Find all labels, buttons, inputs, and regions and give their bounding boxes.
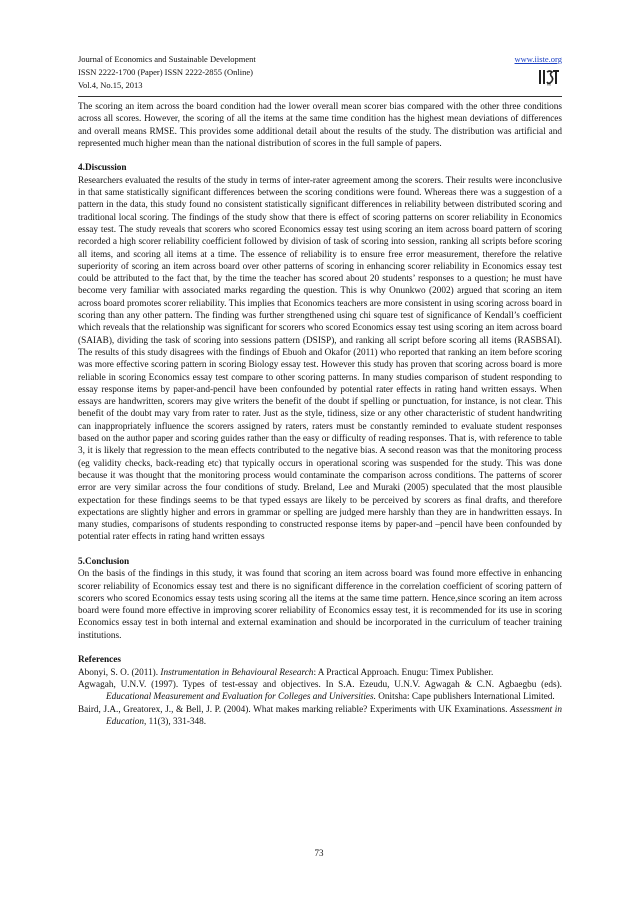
header-divider [78,96,562,97]
journal-title: Journal of Economics and Sustainable Development [78,54,256,64]
journal-issn: ISSN 2222-1700 (Paper) ISSN 2222-2855 (Online) [78,67,253,77]
svg-text:IISE: IISE [546,83,552,86]
discussion-paragraph: Researchers evaluated the results of the study in terms of inter-rater agreement among the scorers. Their results were inconclusive in that same statistically significant differences between the scoring conditions were found. Whereas there was a suggestion of a pattern in the data, this study found no consistent statistically significant differences in reliability between distributed scoring and traditional local scoring. The findings of the study show that there is effect of scoring patterns on scorer reliability in Economics essay test. The study reveals that scorers who scored Economics essay test using scoring an item across board pattern of scoring recorded a high scorer reliability coefficient followed by division of task of scoring into session, ranking all scripts before scoring all items, and scoring all items at a time. The essence of reliability is to ensure free error measurement, therefore the relative superiority of scoring an item across board over other patterns of scoring in enhancing scorer reliability in Economics essay test could be attributed to the fact that, by the time the teacher has scored about 20 students’ responses to a question; he must have become very familiar with associated marks regarding the question. This is why Onunkwo (2002) argued that scoring an item across board promotes scorer reliability. This implies that Economics teachers are more consistent in using scoring across board in scoring than any other pattern. The finding was further strengthened using chi square test of significance of Kendall’s coefficient which reveals that the relationship was significant for scorers who scored Economics essay test using scoring an item across board (SAIAB), dividing the task of scoring into sessions pattern (DSISP), and ranking all script before scoring all items (RASBSAI). The results of this study disagrees with the findings of Ebuoh and Okafor (2011) who reported that ranking an item before scoring was more effective scoring pattern in scoring Biology essay test. However this study has proven that scoring across board is more reliable in scoring Economics essay test compare to other scoring patterns. In many studies comparison of student responding to essay response items by paper-and-pencil have been confounded by potential rater effects in rating hand written essays. When essays are handwritten, scorers may give writers the benefit of the doubt if spelling or punctuation, for instance, is not clear. This benefit of the doubt may vary from rater to rater. Just as the style, tidiness, size or any other characteristic of student handwriting can inappropriately influence the scorers assigned by raters, raters must be constantly reminded to evaluate student responses based on the author paper and scoring guides rather than the easy or difficulty of reading responses. That is, with reference to table 3, it is likely that regression to the mean effects contributed to the negative bias. A second reason was that the monitoring process (eg validity checks, back-reading etc) that typically occurs in operational scoring was suspended for the study. This was done because it was thought that the monitoring process would contaminate the comparison across conditions. The patterns of scorer error are very similar across the four conditions of study. Breland, Lee and Muraki (2005) speculated that the most plausible expectation for these findings seems to be that typed essays are likely to be perceived by scorers as final drafts, and therefore expectations are slightly higher and errors in grammar or spelling are judged mere harshly than they are in handwritten essays. In many studies, comparisons of students responding to constructed response items by paper-and –pencil have been confounded by potential rater effects in rating hand written essays [78,175,562,543]
journal-volume: Vol.4, No.15, 2013 [78,80,143,90]
discussion-heading: 4.Discussion [78,163,127,174]
article-body [78,101,562,728]
journal-info [78,53,256,92]
references-heading: References [78,655,121,666]
page-number: 73 [314,848,324,858]
reference-item: Baird, J.A., Greatorex, J., & Bell, J. P. (2004). What makes marking reliable? Experiments with UK Examinations. Assessment in Education, 11(3), 331-348. [78,704,562,727]
iiste-logo [538,68,560,86]
journal-url-link[interactable]: www.iiste.org [514,54,562,64]
journal-link-block [515,53,562,66]
conclusion-heading: 5.Conclusion [78,556,130,567]
reference-item: Abonyi, S. O. (2011). Instrumentation in Behavioural Research: A Practical Approach. Enugu: Timex Publisher. [78,667,494,678]
intro-paragraph: The scoring an item across the board condition had the lower overall mean scorer bias compared with the other three conditions across all scores. However, the scoring of all the items at the same time condition has the highest mean deviations of differences and overall means RMSE. This provides some additional detail about the results of the study. The distribution was artificial and represented much higher mean than the national distribution of scores in the full sample of papers. [78,102,562,149]
reference-item: Agwagah, U.N.V. (1997). Types of test-essay and objectives. In S.A. Ezeudu, U.N.V. Agwagah & C.N. Agbaegbu (eds). Educational Measurement and Evaluation for Colleges and Universities. Onitsha: Cape publishers International Limited. [78,679,562,703]
conclusion-paragraph: On the basis of the findings in this study, it was found that scoring an item across board was found more effective in enhancing scorer reliability of Economics essay test and there is no significant difference in the correlation coefficient of scoring pattern of scorers who scored Economics essay tests using scoring all the items at the same time pattern. Hence,since scoring an item across board were found more effective in improving scorer reliability of Economics essay test, it is recommended for its use in scoring Economics essay test in both internal and external examination and should be incorporated in the curriculum of teacher training institutions. [78,569,562,641]
